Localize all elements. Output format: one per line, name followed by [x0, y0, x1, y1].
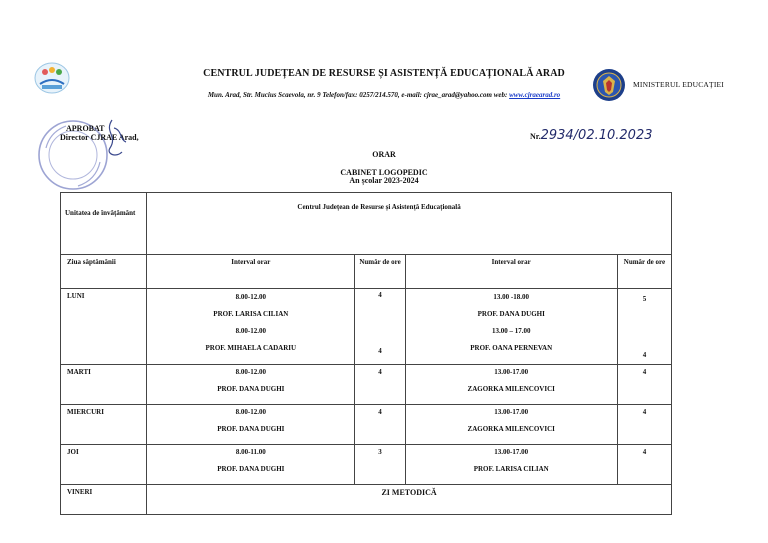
ministry-name: MINISTERUL EDUCAȚIEI: [633, 80, 725, 89]
interval-time: 13.00-17.00: [494, 448, 529, 456]
hours-count: 4: [642, 408, 647, 416]
hours-count: 3: [378, 448, 382, 456]
hours-count: 4: [642, 368, 647, 376]
col-interval2-label: Interval orar: [491, 258, 531, 266]
teacher-name: PROF. LARISA CILIAN: [213, 310, 289, 318]
table-row: [61, 365, 672, 405]
unit-value-cell: [147, 193, 672, 255]
table-row: [61, 405, 672, 445]
registration-value: 2934/02.10.2023: [540, 128, 653, 143]
hours-count: 4: [642, 351, 647, 359]
interval-time: 8.00-12.00: [235, 368, 266, 376]
document-subtitle: CABINET LOGOPEDIC: [340, 168, 428, 177]
day-label: MIERCURI: [67, 408, 104, 416]
interval-time: 8.00-12.00: [235, 293, 266, 301]
col-hours-label: Număr de ore: [359, 258, 401, 266]
unit-label: Unitatea de învățământ: [65, 209, 136, 217]
teacher-name: ZAGORKA MILENCOVICI: [467, 385, 555, 393]
interval-time: 13.00-17.00: [494, 368, 529, 376]
teacher-name: PROF. OANA PERNEVAN: [470, 344, 553, 352]
teacher-name: PROF. DANA DUGHI: [217, 465, 285, 473]
interval-time: 13.00 -18.00: [493, 293, 530, 301]
teacher-name: PROF. DANA DUGHI: [217, 425, 285, 433]
hours-count: 4: [378, 408, 382, 416]
col-hours2-header: [617, 255, 671, 289]
schedule-table: [60, 192, 672, 515]
registration-number: [530, 128, 653, 143]
day-label: VINERI: [67, 488, 93, 496]
methodical-day-note: ZI METODICĂ: [381, 488, 437, 497]
teacher-name: PROF. MIHAELA CADARIU: [205, 344, 297, 352]
hours-count: 4: [378, 347, 382, 355]
col-interval2-header: [405, 255, 617, 289]
approval-heading: APROBAT: [66, 124, 105, 133]
interval-time: 8.00-12.00: [235, 327, 266, 335]
table-row: [61, 289, 672, 365]
col-day-header: [61, 255, 147, 289]
col-interval-label: Interval orar: [231, 258, 271, 266]
interval-time: 13.00 – 17.00: [491, 327, 531, 335]
address-text: Mun. Arad, Str. Mucius Scaevola, nr. 9 Telefon/fax: 0257/214.570, e-mail: cjrae_arad@yahoo.com web:: [207, 91, 510, 99]
interval-time: 8.00-11.00: [235, 448, 266, 456]
day-label: MARTI: [67, 368, 91, 376]
day-label: LUNI: [67, 292, 85, 300]
interval-time: 13.00-17.00: [494, 408, 529, 416]
hours-count: 4: [378, 368, 382, 376]
website-link[interactable]: www.cjraearad.ro: [509, 91, 561, 99]
document-title: ORAR: [372, 150, 396, 159]
table-row: [61, 445, 672, 485]
unit-label-cell: [61, 193, 147, 255]
col-hours2-label: Număr de ore: [623, 258, 666, 266]
teacher-name: PROF. LARISA CILIAN: [473, 465, 549, 473]
hours-count: 5: [642, 295, 647, 303]
teacher-name: ZAGORKA MILENCOVICI: [467, 425, 555, 433]
table-row: [61, 485, 672, 515]
col-interval-header: [147, 255, 355, 289]
school-year: An școlar 2023-2024: [349, 176, 419, 185]
institution-address: [0, 91, 768, 99]
unit-row: [61, 193, 672, 255]
teacher-name: PROF. DANA DUGHI: [477, 310, 545, 318]
approval-director: Director CJRAE Arad,: [60, 133, 139, 142]
day-label: JOI: [67, 448, 79, 456]
interval-time: 8.00-12.00: [235, 408, 266, 416]
hours-count: 4: [642, 448, 647, 456]
teacher-name: PROF. DANA DUGHI: [217, 385, 285, 393]
institution-title: CENTRUL JUDEȚEAN DE RESURSE ȘI ASISTENȚĂ EDUCAȚIONALĂ ARAD: [203, 68, 565, 79]
unit-value: Centrul Județean de Resurse și Asistență Educațională: [297, 203, 461, 211]
header-row: [61, 255, 672, 289]
hours-count: 4: [378, 291, 382, 299]
registration-prefix: Nr.: [530, 132, 541, 141]
col-hours-header: [355, 255, 405, 289]
col-day-label: Ziua săptămânii: [67, 258, 116, 266]
